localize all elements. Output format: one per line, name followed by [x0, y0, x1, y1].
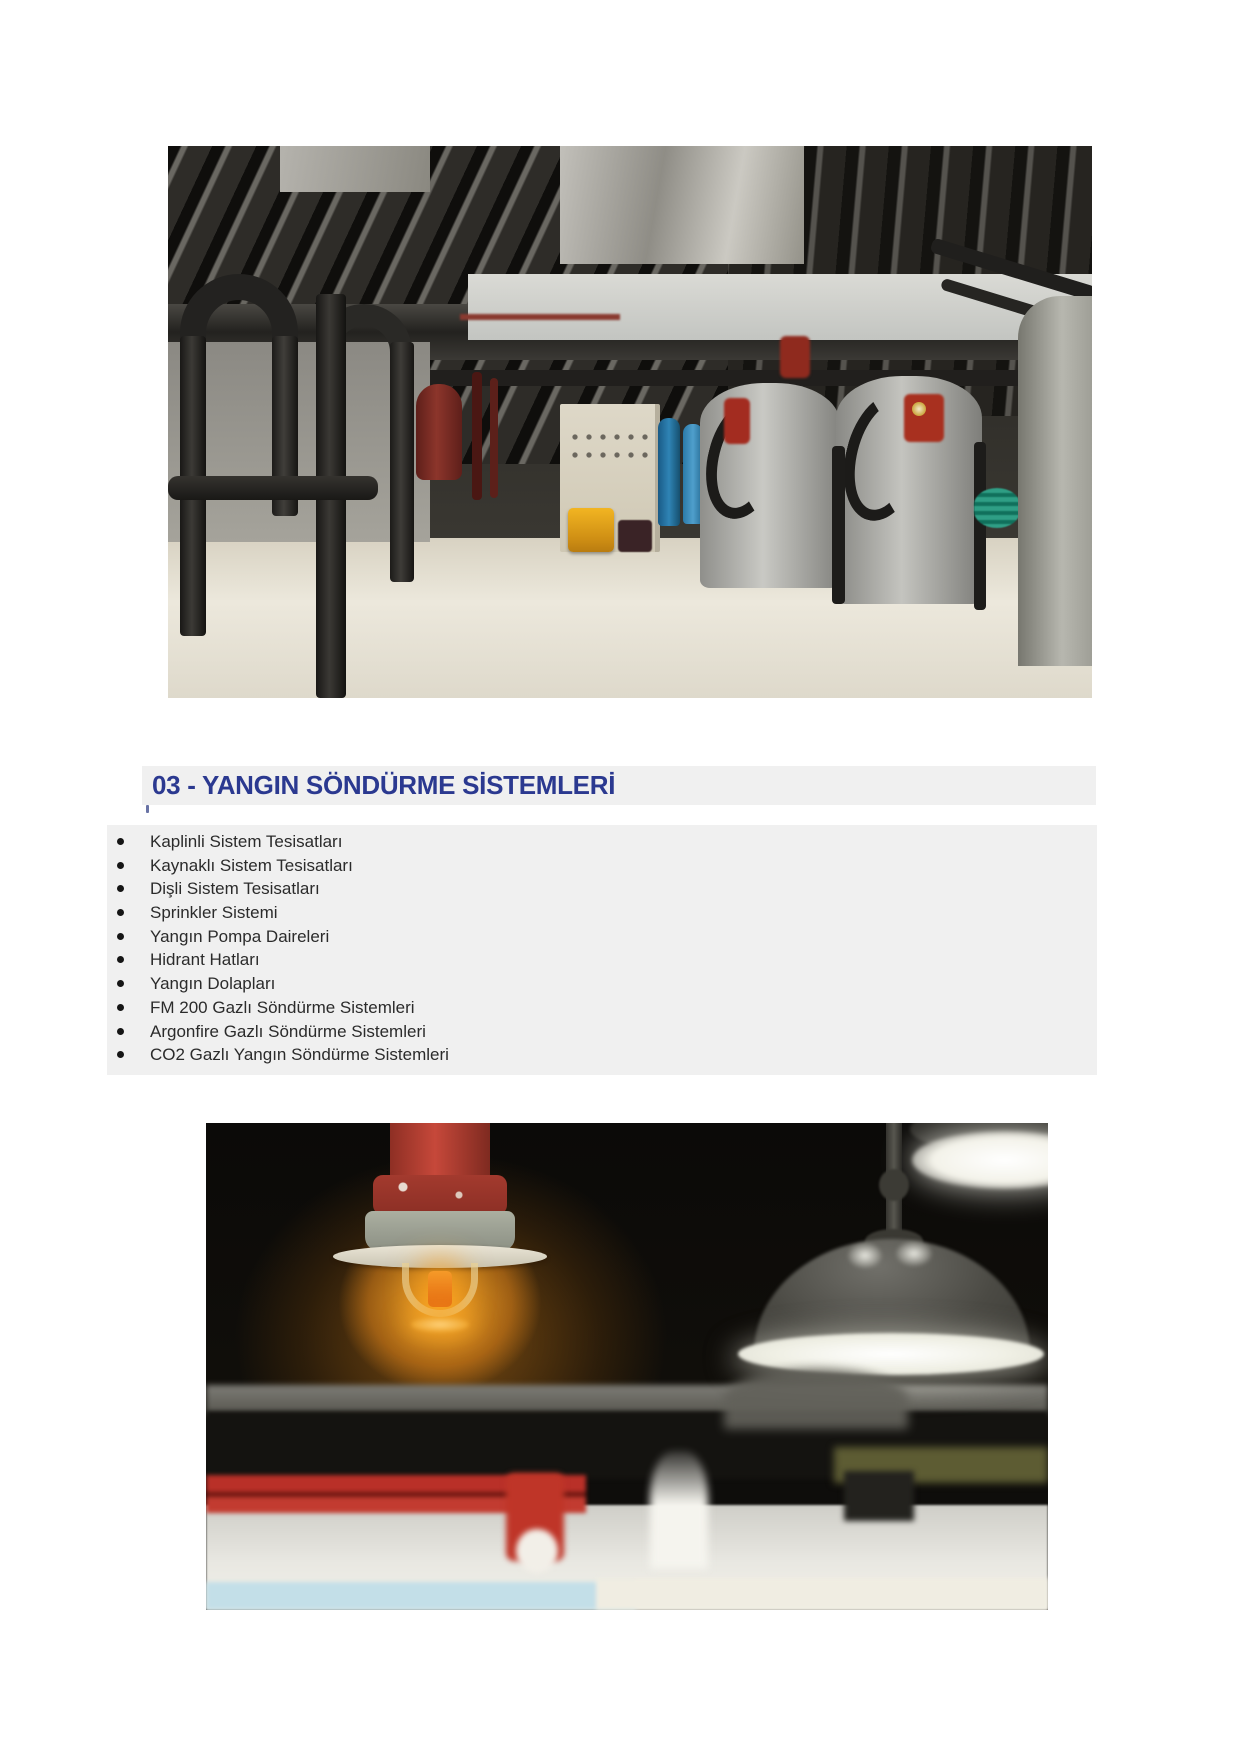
yellow-pump-unit [568, 508, 614, 552]
list-item-label: Argonfire Gazlı Söndürme Sistemleri [150, 1021, 426, 1041]
list-item [107, 925, 1097, 949]
stray-mark [146, 805, 149, 813]
bullet-icon [117, 1051, 124, 1058]
red-circulation-pump [780, 336, 810, 378]
bullet-icon [117, 885, 124, 892]
list-item-label: Kaplinli Sistem Tesisatları [150, 832, 343, 851]
lamp-vent-highlight [848, 1243, 882, 1268]
bullet-icon [117, 1028, 124, 1035]
blurred-cream-strip [596, 1578, 1048, 1610]
list-item [107, 948, 1097, 972]
list-item [107, 830, 1097, 854]
list-item [107, 854, 1097, 878]
fire-sprinkler-photo [206, 1123, 1048, 1610]
bullet-icon [117, 1004, 124, 1011]
list-item [107, 877, 1097, 901]
list-item-label: Sprinkler Sistemi [150, 903, 278, 923]
list-item [107, 901, 1097, 925]
blurred-blue-strip [206, 1582, 636, 1610]
pressure-gauge [912, 402, 926, 416]
sprinkler-flange [373, 1175, 507, 1215]
blurred-second-lamp-dome [724, 1369, 908, 1429]
list-item-label: Yangın Pompa Daireleri [150, 926, 330, 946]
bullet-icon [117, 909, 124, 916]
list-item-label: Kaynaklı Sistem Tesisatları [150, 855, 353, 875]
bullet-icon [117, 862, 124, 869]
bullet-icon [117, 838, 124, 845]
blurred-white-fitting [516, 1529, 558, 1573]
list-item-label: Hidrant Hatları [150, 950, 260, 970]
red-circulation-pump [724, 398, 750, 444]
bullet-icon [117, 956, 124, 963]
red-circulation-pump [904, 394, 944, 442]
blurred-white-lamp [650, 1451, 708, 1569]
system-list [107, 830, 1097, 1067]
system-list-band [107, 825, 1097, 1075]
list-item-label: FM 200 Gazlı Söndürme Sistemleri [150, 997, 415, 1017]
green-hose-coil [974, 488, 1020, 528]
black-drop-pipe [832, 446, 845, 604]
blurred-dark-object [844, 1471, 914, 1521]
list-item-label: Yangın Dolapları [150, 974, 276, 994]
lamp-vent-highlight [896, 1241, 932, 1266]
sprinkler-deflector-glow [411, 1317, 469, 1332]
red-expansion-tank [416, 384, 462, 480]
lamp-stem-knob [879, 1169, 909, 1201]
bullet-icon [117, 933, 124, 940]
red-sprinkler-pipe [390, 1123, 490, 1181]
blue-tank [658, 418, 680, 526]
list-item [107, 972, 1097, 996]
maroon-pipe [490, 378, 498, 498]
boiler-room-photo [168, 146, 1092, 698]
cabinet-knobs [568, 428, 652, 464]
pendant-lamp-glowing-rim [738, 1333, 1044, 1375]
maroon-pipe [472, 372, 482, 500]
list-item-label: Dişli Sistem Tesisatları [150, 879, 320, 899]
list-item [107, 996, 1097, 1020]
section-heading-band [142, 766, 1096, 805]
list-item [107, 1043, 1097, 1067]
insulated-vertical-pipe [390, 342, 414, 582]
sprinkler-glass-bulb [428, 1271, 452, 1307]
large-gray-tank [1018, 296, 1092, 666]
section-heading: 03 - YANGIN SÖNDÜRME SİSTEMLERİ [152, 770, 616, 800]
red-wall-line [460, 314, 620, 320]
bullet-icon [117, 980, 124, 987]
horizontal-pipe-connector [168, 476, 378, 500]
list-item [107, 1020, 1097, 1044]
black-drop-pipe [974, 442, 986, 610]
dark-equipment [618, 520, 652, 552]
list-item-label: CO2 Gazlı Yangın Söndürme Sistemleri [150, 1045, 449, 1065]
